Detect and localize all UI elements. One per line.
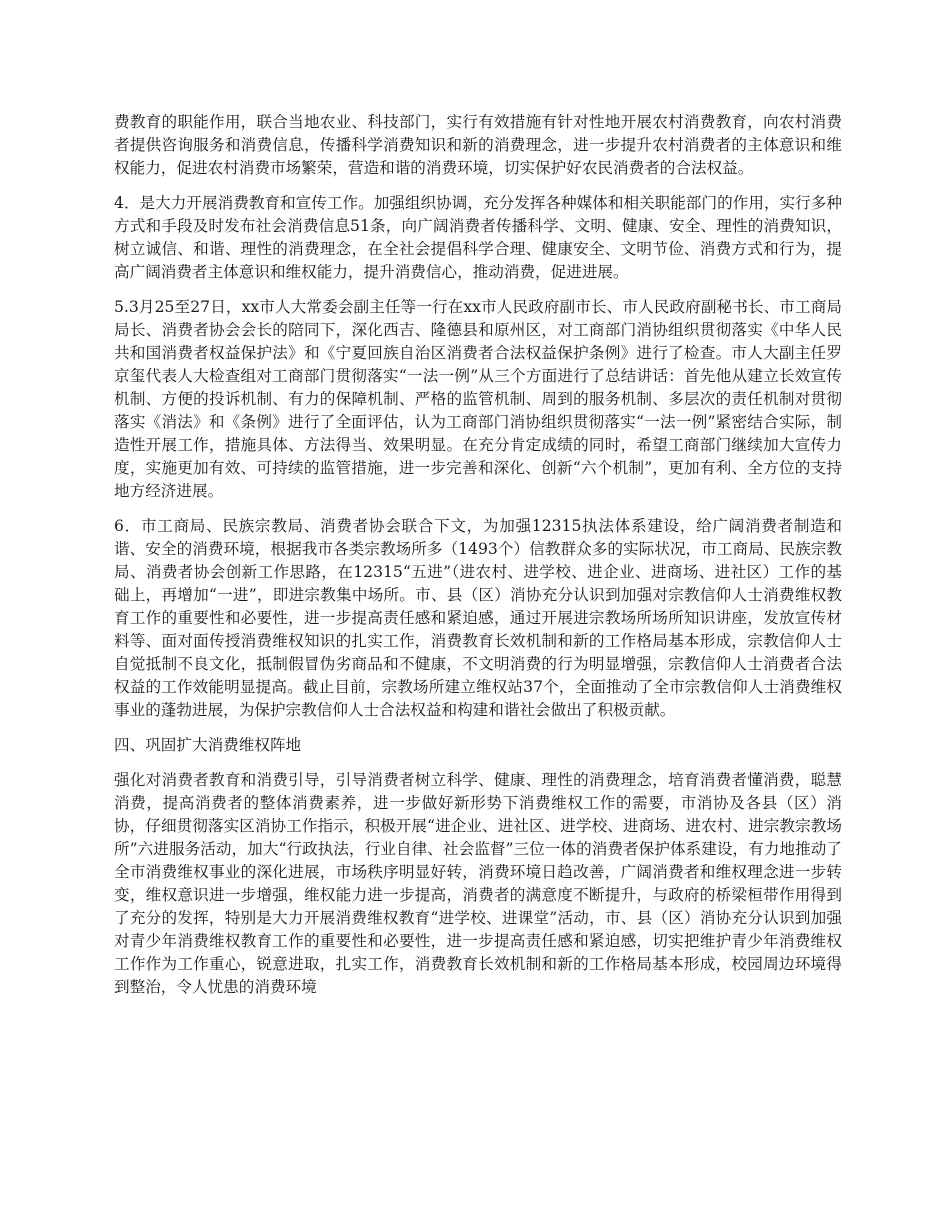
paragraph-item-5: 5.3月25至27日，xx市人大常委会副主任等一行在xx市人民政府副市长、市人民政府副秘书长、市工商局局长、消费者协会会长的陪同下，深化西吉、隆德县和原州区，对工商部门消协组织贯彻落实《中华人民共和国消费者权益保护法》和《宁夏回族自治区消费者合法权益保护条例》进行了检查。市人大副主任罗京玺代表人大检查组对工商部门贯彻落实“一法一例”从三个方面进行了总结讲话：首先他从建立长效宣传机制、方便的投诉机制、有力的保障机制、严格的监管机制、周到的服务机制、多层次的责任机制对贯彻落实《消法》和《条例》进行了全面评估，认为工商部门消协组织贯彻落实“一法一例”紧密结合实际，制造性开展工作，措施具体、方法得当、效果明显。在充分肯定成绩的同时，希望工商部门继续加大宣传力度，实施更加有效、可持续的监管措施，进一步完善和深化、创新“六个机制”，更加有利、全方位的支持地方经济进展。: [114, 298, 842, 500]
paragraph-item-4: 4．是大力开展消费教育和宣传工作。加强组织协调，充分发挥各种媒体和相关职能部门的作用，实行多种方式和手段及时发布社会消费信息51条，向广阔消费者传播科学、文明、健康、安全、理性的消费知识，树立诚信、和谐、理性的消费理念，在全社会提倡科学合理、健康安全、文明节俭、消费方式和行为，提高广阔消费者主体意识和维权能力，提升消费信心，推动消费，促进进展。: [114, 194, 842, 281]
paragraph-rural-education: 费教育的职能作用，联合当地农业、科技部门，实行有效措施有针对性地开展农村消费教育，向农村消费者提供咨询服务和消费信息，传播科学消费知识和新的消费理念，进一步提升农村消费者的主体意识和维权能力，促进农村消费市场繁荣，营造和谐的消费环境，切实保护好农民消费者的合法权益。: [114, 113, 842, 177]
section-heading-4: 四、巩固扩大消费维权阵地: [114, 736, 302, 754]
paragraph-section-4-body: 强化对消费者教育和消费引导，引导消费者树立科学、健康、理性的消费理念，培育消费者懂消费，聪慧消费，提高消费者的整体消费素养，进一步做好新形势下消费维权工作的需要，市消协及各县（区）消协，仔细贯彻落实区消协工作指示，积极开展“进企业、进社区、进学校、进商场、进农村、进宗教宗教场所”六进服务活动，加大“行政执法，行业自律、社会监督”三位一体的消费者保护体系建设，有力地推动了全市消费维权事业的深化进展，市场秩序明显好转，消费环境日趋改善，广阔消费者和维权理念进一步转变，维权意识进一步增强，维权能力进一步提高，消费者的满意度不断提升，与政府的桥梁桓带作用得到了充分的发挥，特别是大力开展消费维权教育“进学校、进课堂”活动，市、县（区）消协充分认识到加强对青少年消费维权教育工作的重要性和必要性，进一步提高责任感和紧迫感，切实把维护青少年消费维权工作作为工作重心，锐意进取，扎实工作，消费教育长效机制和新的工作格局基本形成，校园周边环境得到整治，令人忧患的消费环境: [114, 771, 842, 996]
paragraph-item-6: 6．市工商局、民族宗教局、消费者协会联合下文，为加强12315执法体系建设，给广阔消费者制造和谐、安全的消费环境，根据我市各类宗教场所多（1493个）信教群众多的实际状况，市工商局、民族宗教局、消费者协会创新工作思路，在12315“五进”（进农村、进学校、进企业、进商场、进社区）工作的基础上，再增加“一进”，即进宗教集中场所。市、县（区）消协充分认识到加强对宗教信仰人士消费维权教育工作的重要性和必要性，进一步提高责任感和紧迫感，通过开展进宗教场所场所知识讲座，发放宣传材料等、面对面传授消费维权知识的扎实工作，消费教育长效机制和新的工作格局基本形成，宗教信仰人士自觉抵制不良文化，抵制假冒伪劣商品和不健康，不文明消费的行为明显增强，宗教信仰人士消费者合法权益的工作效能明显提高。截止目前，宗教场所建立维权站37个，全面推动了全市宗教信仰人士消费维权事业的蓬勃进展，为保护宗教信仰人士合法权益和构建和谐社会做出了积极贡献。: [114, 517, 842, 719]
